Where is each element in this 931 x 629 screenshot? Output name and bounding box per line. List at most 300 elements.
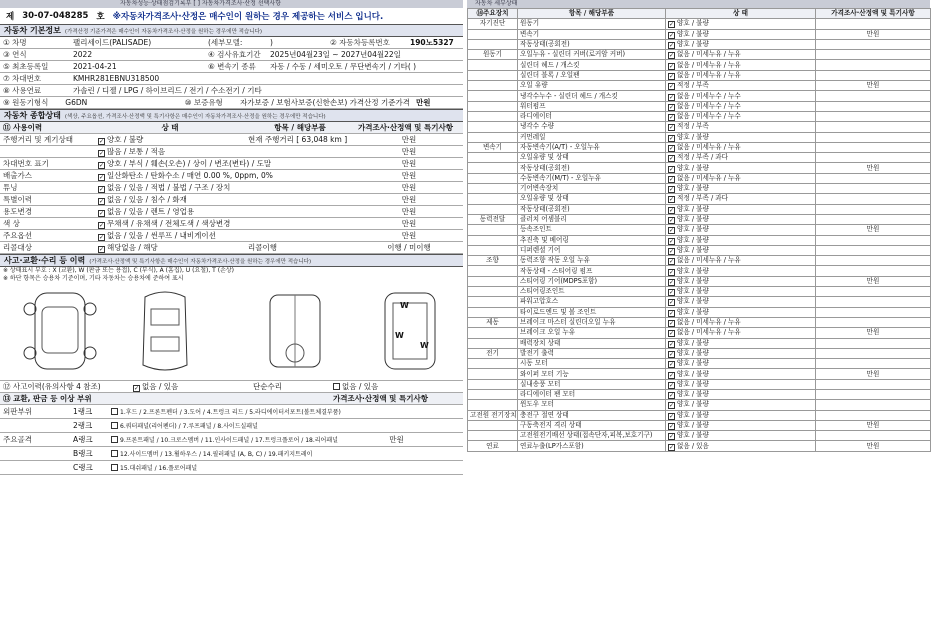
overall-status-row bbox=[0, 170, 463, 182]
checkbox-checked-icon bbox=[668, 341, 675, 348]
detail-price bbox=[816, 338, 931, 348]
detail-state-text: 양호 / 불량 bbox=[677, 297, 709, 306]
detail-state bbox=[666, 420, 816, 430]
detail-group: 변속기 bbox=[468, 142, 518, 152]
checkbox-checked-icon bbox=[98, 150, 105, 157]
detail-state-text: 없음 / 미세누유 / 누유 bbox=[677, 60, 741, 69]
checkbox-icon bbox=[111, 450, 118, 457]
detail-price bbox=[816, 50, 931, 60]
checkbox-checked-icon bbox=[668, 382, 675, 389]
detail-state-text: 양호 / 불량 bbox=[677, 215, 709, 224]
detail-group: 제동 bbox=[468, 317, 518, 327]
overall-status-row bbox=[0, 146, 463, 158]
checkbox-checked-icon bbox=[668, 145, 675, 152]
overall-row-label: 특별이력 bbox=[3, 195, 32, 204]
detail-price bbox=[816, 132, 931, 142]
ho-label: 호 bbox=[96, 12, 105, 22]
detail-group bbox=[468, 163, 518, 173]
basic-field-value: 자동 / 수동 / 세미오토 / 무단변속기 / 기타( ) bbox=[270, 62, 417, 71]
checkbox-checked-icon bbox=[668, 413, 675, 420]
detail-state-text: 없음 / 미세누유 / 누유 bbox=[677, 173, 741, 182]
overall-row-state bbox=[95, 242, 245, 253]
accident-history-row bbox=[0, 381, 463, 393]
basic-field-label: ③ 연식 bbox=[3, 50, 27, 59]
overall-row-label: 차대번호 표기 bbox=[3, 159, 49, 168]
detail-state bbox=[666, 111, 816, 121]
detail-state bbox=[666, 266, 816, 276]
detail-price bbox=[816, 297, 931, 307]
checkbox-icon bbox=[111, 464, 118, 471]
record-number: 30-07-048285 bbox=[22, 11, 89, 21]
detail-item: 파워고압호스 bbox=[518, 297, 666, 307]
checkbox-icon bbox=[111, 436, 118, 443]
detail-state bbox=[666, 101, 816, 111]
basic-field-label: (세부모델: bbox=[208, 38, 243, 47]
overall-row-state bbox=[95, 146, 245, 157]
basic-info-row bbox=[0, 85, 463, 97]
detail-price: 만원 bbox=[816, 81, 931, 91]
detail-price bbox=[816, 379, 931, 389]
detail-group bbox=[468, 400, 518, 410]
detail-row bbox=[468, 389, 931, 399]
checkbox-checked-icon bbox=[668, 372, 675, 379]
basic-field-value: ) bbox=[270, 38, 273, 47]
basic-info-table bbox=[0, 37, 463, 109]
overall-status-row bbox=[0, 158, 463, 170]
detail-item: 발전기 출력 bbox=[518, 348, 666, 358]
detail-state-text: 양호 / 불량 bbox=[677, 369, 709, 378]
detail-item: 타이로드엔드 및 볼 조인트 bbox=[518, 307, 666, 317]
detail-item: 작동상태(공회전) bbox=[518, 163, 666, 173]
detail-price: 만원 bbox=[816, 225, 931, 235]
overall-head-state: 상 태 bbox=[161, 123, 179, 132]
car-top-view-icon bbox=[125, 287, 205, 375]
detail-state bbox=[666, 29, 816, 39]
detail-item: 냉각수 수량 bbox=[518, 122, 666, 132]
detail-group bbox=[468, 431, 518, 441]
parts-rank-label: B랭크 bbox=[73, 449, 93, 458]
detail-item: 배력장치 상태 bbox=[518, 338, 666, 348]
detail-state-text: 양호 / 불량 bbox=[677, 338, 709, 347]
detail-state-text: 양호 / 불량 bbox=[677, 184, 709, 193]
detail-group bbox=[468, 287, 518, 297]
overall-row-price: 만원 bbox=[401, 231, 417, 240]
checkbox-checked-icon bbox=[668, 63, 675, 70]
detail-item: 작동상태(공회전) bbox=[518, 204, 666, 214]
checkbox-checked-icon bbox=[668, 94, 675, 101]
detail-row bbox=[468, 204, 931, 214]
detail-state bbox=[666, 317, 816, 327]
detail-state-text: 없음 / 미세누유 / 누유 bbox=[677, 143, 741, 151]
damage-mark: W bbox=[400, 301, 409, 310]
overall-row-state-text: 양호 / 부식 / 훼손(오손) / 상이 / 변조(변타) / 도말 bbox=[107, 159, 272, 168]
detail-state bbox=[666, 225, 816, 235]
basic-field-value: 만원 bbox=[416, 98, 431, 107]
detail-item: 시동 모터 bbox=[518, 359, 666, 369]
detail-row bbox=[468, 153, 931, 163]
parts-rank-row bbox=[0, 405, 463, 419]
detail-group bbox=[468, 225, 518, 235]
simple-repair-text: 없음 / 있음 bbox=[342, 382, 379, 391]
detail-row bbox=[468, 163, 931, 173]
checkbox-checked-icon bbox=[668, 330, 675, 337]
detail-item: 라디에이터 bbox=[518, 111, 666, 121]
overall-row-state bbox=[95, 134, 245, 145]
detail-state-text: 양호 / 불량 bbox=[677, 19, 709, 28]
detail-row bbox=[468, 420, 931, 430]
checkbox-checked-icon bbox=[668, 310, 675, 317]
detail-group bbox=[468, 122, 518, 132]
parts-rank-items bbox=[108, 407, 341, 416]
form-title-strip: 자동차성능·상태점검기록부 [ ] 자동차가격조사·산정 선택사항 bbox=[0, 0, 463, 8]
detail-group bbox=[468, 369, 518, 379]
overall-subtitle: (색상, 주요옵션, 가격조사·산정액 및 특기사항은 매수인이 자동차가격조사·산정을 원하는 경우에만 적습니다) bbox=[64, 114, 326, 120]
checkbox-checked-icon bbox=[668, 238, 675, 245]
detail-row bbox=[468, 81, 931, 91]
simple-repair-value bbox=[330, 381, 463, 392]
detail-item: 실내송풍 모터 bbox=[518, 379, 666, 389]
detail-group bbox=[468, 29, 518, 39]
car-frame-view-icon bbox=[250, 287, 340, 375]
detail-item: 냉각수누수 - 실린더 헤드 / 개스킷 bbox=[518, 91, 666, 101]
detail-state-text: 양호 / 불량 bbox=[677, 29, 709, 38]
detail-state-text: 없음 / 미세누유 / 누유 bbox=[677, 328, 741, 337]
detail-state bbox=[666, 389, 816, 399]
detail-state-text: 적정 / 부족 / 과다 bbox=[677, 194, 729, 203]
detail-item: 실린더 블록 / 오일팬 bbox=[518, 70, 666, 80]
detail-state-text: 양호 / 불량 bbox=[677, 266, 709, 275]
detail-item: 원동기 bbox=[518, 19, 666, 29]
simple-repair-label: 단순수리 bbox=[253, 382, 282, 391]
parts-rank-items bbox=[108, 463, 330, 472]
detail-state-text: 양호 / 불량 bbox=[677, 348, 709, 357]
overall-row-label: 튜닝 bbox=[3, 183, 18, 192]
detail-item: 변속기 bbox=[518, 29, 666, 39]
detail-group bbox=[468, 235, 518, 245]
detail-head-item: 항목 / 해당부품 bbox=[518, 9, 666, 19]
detail-price bbox=[816, 214, 931, 224]
detail-state bbox=[666, 204, 816, 214]
overall-row-state-text: 없음 / 있음 / 적법 / 불법 / 구조 / 장치 bbox=[107, 183, 231, 192]
detail-state-text: 양호 / 불량 bbox=[677, 379, 709, 388]
basic-info-header bbox=[0, 24, 463, 37]
parts-group-label: 주요골격 bbox=[3, 435, 32, 444]
detail-price bbox=[816, 91, 931, 101]
detail-price bbox=[816, 317, 931, 327]
detail-group bbox=[468, 39, 518, 49]
detail-state bbox=[666, 328, 816, 338]
overall-row-state-text: 해당없음 / 해당 bbox=[107, 243, 158, 252]
accident-legend: ※ 상태표시 부호 : X (교환), W (판금 또는 용접), C (부식), A (흠집), U (요철), T (손상) bbox=[3, 267, 235, 274]
detail-state-text: 양호 / 불량 bbox=[677, 431, 709, 440]
detail-row bbox=[468, 142, 931, 152]
detail-item: 오일유량 및 상태 bbox=[518, 153, 666, 163]
service-note: ※자동차가격조사·산정은 매수인이 원하는 경우 제공하는 서비스 입니다. bbox=[112, 12, 384, 22]
overall-status-row bbox=[0, 182, 463, 194]
detail-state bbox=[666, 297, 816, 307]
detail-item: 등속조인트 bbox=[518, 225, 666, 235]
basic-field-value: 190노5327 bbox=[410, 38, 454, 47]
detail-state bbox=[666, 276, 816, 286]
detail-state-text: 없음 / 미세누유 / 누유 bbox=[677, 318, 741, 327]
basic-field-value: 2025년04월23일 ~ 2027년04월22일 bbox=[270, 50, 401, 59]
overall-row-state-text: 없음 / 있음 / 렌트 / 영업용 bbox=[107, 207, 195, 216]
overall-status-row bbox=[0, 242, 463, 254]
overall-row-state bbox=[95, 182, 245, 193]
detail-state-text: 양호 / 불량 bbox=[677, 163, 709, 172]
overall-status-table bbox=[0, 134, 463, 254]
checkbox-checked-icon bbox=[668, 155, 675, 162]
detail-group: 조향 bbox=[468, 256, 518, 266]
overall-head-history: ⑪ 사용이력 bbox=[3, 123, 43, 132]
detail-status-table bbox=[467, 8, 931, 452]
detail-row bbox=[468, 19, 931, 29]
checkbox-checked-icon bbox=[98, 174, 105, 181]
detail-price bbox=[816, 153, 931, 163]
checkbox-checked-icon bbox=[668, 83, 675, 90]
checkbox-checked-icon bbox=[98, 210, 105, 217]
detail-price bbox=[816, 266, 931, 276]
checkbox-checked-icon bbox=[668, 402, 675, 409]
detail-row bbox=[468, 60, 931, 70]
checkbox-icon bbox=[111, 422, 118, 429]
detail-row bbox=[468, 266, 931, 276]
overall-status-header bbox=[0, 109, 463, 122]
detail-row bbox=[468, 184, 931, 194]
detail-state bbox=[666, 60, 816, 70]
detail-row bbox=[468, 122, 931, 132]
overall-row-state bbox=[95, 230, 245, 241]
detail-group bbox=[468, 245, 518, 255]
checkbox-checked-icon bbox=[98, 234, 105, 241]
basic-field-label: ④ 검사유효기간 bbox=[208, 50, 261, 59]
overall-status-row bbox=[0, 134, 463, 146]
overall-row-price: 만원 bbox=[401, 159, 417, 168]
overall-row-state bbox=[95, 170, 273, 181]
checkbox-checked-icon bbox=[668, 258, 675, 265]
parts-rank-label: A랭크 bbox=[73, 435, 93, 444]
checkbox-checked-icon bbox=[668, 42, 675, 49]
detail-state-text: 적정 / 부족 / 과다 bbox=[677, 153, 729, 162]
detail-state bbox=[666, 184, 816, 194]
detail-state-text: 적정 / 부족 bbox=[677, 122, 709, 131]
basic-field-label: ⑧ 사용연료 bbox=[3, 86, 42, 95]
detail-item: 작동상태(공회전) bbox=[518, 39, 666, 49]
basic-field-value: 팰리세이드(PALISADE) bbox=[73, 38, 152, 47]
detail-item: 브레이크 오일 누유 bbox=[518, 328, 666, 338]
parts-rank-items bbox=[108, 421, 330, 430]
overall-row-state bbox=[95, 158, 272, 169]
detail-head-state: 상 태 bbox=[666, 9, 816, 19]
detail-state bbox=[666, 153, 816, 163]
overall-row-state-text: 없음 / 있음 / 침수 / 화재 bbox=[107, 195, 187, 204]
checkbox-checked-icon bbox=[668, 227, 675, 234]
detail-state bbox=[666, 379, 816, 389]
detail-group bbox=[468, 132, 518, 142]
detail-row bbox=[468, 101, 931, 111]
detail-row bbox=[468, 256, 931, 266]
detail-row bbox=[468, 410, 931, 420]
detail-state-text: 양호 / 불량 bbox=[677, 276, 709, 285]
parts-rank-table bbox=[0, 405, 463, 475]
overall-row-price: 만원 bbox=[401, 195, 417, 204]
detail-state bbox=[666, 359, 816, 369]
overall-row-label: 색 상 bbox=[3, 219, 20, 228]
detail-group bbox=[468, 60, 518, 70]
overall-row-price: 만원 bbox=[401, 135, 417, 144]
detail-item: 스티어링 기어(MDPS포함) bbox=[518, 276, 666, 286]
basic-field-label: ⑦ 차대번호 bbox=[3, 74, 42, 83]
detail-row bbox=[468, 328, 931, 338]
parts-rank-items-text: 1.후드 / 2.프론트펜더 / 3.도어 / 4.트렁크 리드 / 5.라디에이터서포트(볼트체결부품) bbox=[120, 409, 341, 416]
checkbox-checked-icon bbox=[668, 135, 675, 142]
detail-item: 오일 유량 bbox=[518, 81, 666, 91]
checkbox-checked-icon bbox=[98, 186, 105, 193]
checkbox-checked-icon bbox=[98, 222, 105, 229]
detail-price bbox=[816, 348, 931, 358]
detail-item: 와이퍼 모터 기능 bbox=[518, 369, 666, 379]
overall-status-row bbox=[0, 230, 463, 242]
overall-row-label: 용도변경 bbox=[3, 207, 32, 216]
detail-price bbox=[816, 173, 931, 183]
detail-row bbox=[468, 431, 931, 441]
detail-group: 자기진단 bbox=[468, 19, 518, 29]
detail-group bbox=[468, 204, 518, 214]
detail-state-text: 없음 / 미세누수 / 누수 bbox=[677, 91, 741, 100]
detail-group bbox=[468, 420, 518, 430]
basic-info-row bbox=[0, 73, 463, 85]
detail-table-head bbox=[468, 9, 931, 19]
detail-price bbox=[816, 307, 931, 317]
checkbox-checked-icon bbox=[668, 32, 675, 39]
overall-row-price: 만원 bbox=[401, 171, 417, 180]
detail-group bbox=[468, 81, 518, 91]
detail-state-text: 양호 / 불량 bbox=[677, 40, 709, 49]
detail-row bbox=[468, 50, 931, 60]
detail-state-text: 양호 / 불량 bbox=[677, 421, 709, 430]
detail-row bbox=[468, 379, 931, 389]
detail-state bbox=[666, 431, 816, 441]
overall-row-label: 주행거리 및 계기상태 bbox=[3, 135, 73, 144]
detail-state bbox=[666, 287, 816, 297]
detail-item: 동력조향 작동 오일 누유 bbox=[518, 256, 666, 266]
detail-group bbox=[468, 111, 518, 121]
detail-state bbox=[666, 132, 816, 142]
detail-item: 기어변속장치 bbox=[518, 184, 666, 194]
detail-state bbox=[666, 369, 816, 379]
detail-row bbox=[468, 317, 931, 327]
detail-row bbox=[468, 91, 931, 101]
detail-item: 클러치 어셈블리 bbox=[518, 214, 666, 224]
parts-rank-row bbox=[0, 419, 463, 433]
detail-state-text: 양호 / 불량 bbox=[677, 245, 709, 254]
detail-state-text: 없음 / 미세누유 / 누유 bbox=[677, 50, 741, 59]
parts-rank-items bbox=[108, 435, 338, 444]
detail-price bbox=[816, 245, 931, 255]
detail-state bbox=[666, 122, 816, 132]
detail-state-text: 적정 / 부족 bbox=[677, 81, 709, 90]
basic-field-value: G6DN bbox=[65, 98, 88, 107]
detail-row bbox=[468, 194, 931, 204]
detail-price: 만원 bbox=[816, 328, 931, 338]
parts-rank-label: C랭크 bbox=[73, 463, 93, 472]
detail-group bbox=[468, 307, 518, 317]
detail-state-text: 양호 / 불량 bbox=[677, 235, 709, 244]
checkbox-checked-icon bbox=[98, 138, 105, 145]
detail-group bbox=[468, 389, 518, 399]
detail-item: 브레이크 마스터 실린더오일 누유 bbox=[518, 317, 666, 327]
detail-row bbox=[468, 29, 931, 39]
detail-row bbox=[468, 214, 931, 224]
basic-field-value: 2022 bbox=[73, 50, 93, 59]
detail-state bbox=[666, 81, 816, 91]
checkbox-checked-icon bbox=[98, 198, 105, 205]
detail-group bbox=[468, 153, 518, 163]
overall-row-state bbox=[95, 218, 245, 229]
detail-price: 만원 bbox=[816, 420, 931, 430]
basic-field-label: ⑨ 원동기형식 bbox=[3, 98, 49, 107]
checkbox-checked-icon bbox=[668, 299, 675, 306]
basic-field-label: ① 차명 bbox=[3, 38, 27, 47]
detail-row bbox=[468, 39, 931, 49]
detail-item: 디퍼렌셜 기어 bbox=[518, 245, 666, 255]
overall-status-row bbox=[0, 206, 463, 218]
detail-group bbox=[468, 379, 518, 389]
detail-state bbox=[666, 91, 816, 101]
detail-state-text: 양호 / 불량 bbox=[677, 400, 709, 409]
checkbox-checked-icon bbox=[668, 21, 675, 28]
detail-row bbox=[468, 235, 931, 245]
detail-price bbox=[816, 70, 931, 80]
detail-title-strip: 자동차 세부상태 bbox=[467, 0, 930, 8]
parts-rank-items bbox=[108, 449, 330, 458]
detail-state-text: 양호 / 불량 bbox=[677, 204, 709, 213]
no-label: 제 bbox=[6, 12, 15, 22]
detail-price bbox=[816, 122, 931, 132]
parts-rank-label: 2랭크 bbox=[73, 421, 93, 430]
parts-rank-label: 1랭크 bbox=[73, 407, 93, 416]
detail-price bbox=[816, 194, 931, 204]
overall-row-label: 배출가스 bbox=[3, 171, 32, 180]
detail-group bbox=[468, 173, 518, 183]
detail-group: 전기 bbox=[468, 348, 518, 358]
overall-row-state-text: 양호 / 불량 bbox=[107, 135, 144, 144]
checkbox-checked-icon bbox=[98, 246, 105, 253]
parts-rank-row bbox=[0, 461, 463, 475]
accident-history-label: ⑫ 사고이력(유의사항 4 참조) bbox=[3, 382, 101, 391]
parts-rank-items-text: 15.대쉬패널 / 16.플로어패널 bbox=[120, 465, 198, 472]
detail-row bbox=[468, 70, 931, 80]
detail-state-text: 양호 / 불량 bbox=[677, 307, 709, 316]
vehicle-damage-diagram bbox=[0, 283, 463, 381]
checkbox-checked-icon bbox=[668, 289, 675, 296]
overall-row-label: 리콜대상 bbox=[3, 243, 32, 252]
detail-price: 만원 bbox=[816, 369, 931, 379]
record-right-column bbox=[467, 0, 930, 629]
detail-price: 만원 bbox=[816, 29, 931, 39]
parts-rank-price: 만원 bbox=[389, 435, 404, 444]
detail-state-text: 양호 / 불량 bbox=[677, 359, 709, 368]
overall-row-price: 만원 bbox=[401, 183, 417, 192]
detail-price: 만원 bbox=[816, 163, 931, 173]
detail-item: 충전구 절연 상태 bbox=[518, 410, 666, 420]
basic-info-row bbox=[0, 97, 463, 109]
parts-label: ⑬ 교환, 판금 등 이상 부위 bbox=[3, 394, 92, 403]
overall-row-state bbox=[95, 206, 245, 217]
basic-field-value: 자가보증 / 보험사보증(신한손보) 가격산정 기준가격 bbox=[239, 98, 411, 107]
detail-item: 구동축전지 격리 상태 bbox=[518, 420, 666, 430]
checkbox-none-icon bbox=[133, 385, 140, 392]
